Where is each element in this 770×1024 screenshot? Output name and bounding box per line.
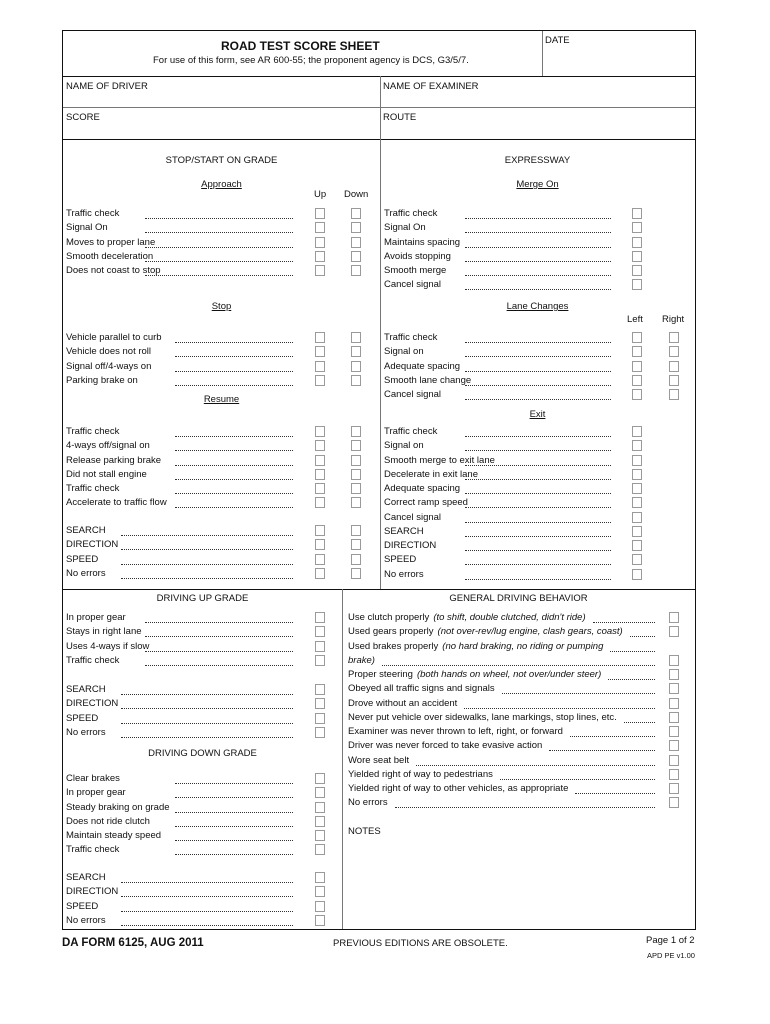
item-label: Accelerate to traffic flow xyxy=(66,497,167,509)
item-label: Decelerate in exit lane xyxy=(384,468,478,480)
item-label: SPEED xyxy=(66,712,99,724)
leader-dots xyxy=(570,735,655,737)
score-checkbox[interactable] xyxy=(632,512,642,523)
behavior-text: Never put vehicle over sidewalks, lane markings, stop lines, etc. xyxy=(348,711,617,723)
score-checkbox[interactable] xyxy=(315,773,325,784)
obsolete-notice: PREVIOUS EDITIONS ARE OBSOLETE. xyxy=(333,938,508,949)
item-label: Smooth lane change xyxy=(384,374,472,386)
behavior-checkbox[interactable] xyxy=(669,755,679,766)
leader-dots xyxy=(464,707,655,709)
route-label: ROUTE xyxy=(383,112,417,123)
behavior-text: Proper steering xyxy=(348,669,413,680)
score-checkbox[interactable] xyxy=(315,901,325,912)
behavior-checkbox[interactable] xyxy=(669,740,679,751)
leader-dots xyxy=(145,246,293,248)
score-checkbox[interactable] xyxy=(669,346,679,357)
score-checkbox[interactable] xyxy=(351,469,361,480)
behavior-item xyxy=(348,655,375,667)
behavior-text: Yielded right of way to other vehicles, as appropriate xyxy=(348,783,569,794)
score-label: SCORE xyxy=(66,112,100,123)
item-label: Signal on xyxy=(384,346,424,358)
leader-dots xyxy=(575,792,655,794)
score-checkbox[interactable] xyxy=(315,332,325,343)
leader-dots xyxy=(121,707,293,709)
form-subtitle: For use of this form, see AR 600-55; the proponent agency is DCS, G3/5/7. xyxy=(153,55,469,66)
score-checkbox[interactable] xyxy=(632,554,642,565)
form-id: DA FORM 6125, AUG 2011 xyxy=(62,937,204,949)
item-label: Smooth deceleration xyxy=(66,250,154,262)
item-label: No errors xyxy=(66,726,106,738)
behavior-item xyxy=(348,740,542,752)
leader-dots xyxy=(175,782,293,784)
behavior-text: Drove without an accident xyxy=(348,697,458,709)
leader-dots xyxy=(145,260,293,262)
item-label: SPEED xyxy=(66,900,99,912)
item-label: SPEED xyxy=(384,554,417,566)
score-checkbox[interactable] xyxy=(351,251,361,262)
behavior-text: Obeyed all traffic signs and signals xyxy=(348,683,495,695)
item-label: Traffic check xyxy=(384,332,438,343)
score-checkbox[interactable] xyxy=(315,612,325,623)
behavior-item xyxy=(348,769,493,781)
score-checkbox[interactable] xyxy=(632,251,642,262)
leader-dots xyxy=(121,563,293,565)
item-label: Cancel signal xyxy=(384,389,442,400)
score-checkbox[interactable] xyxy=(351,265,361,276)
score-checkbox[interactable] xyxy=(632,440,642,451)
item-label: No errors xyxy=(384,568,424,580)
score-checkbox[interactable] xyxy=(315,497,325,508)
leader-dots xyxy=(500,778,655,780)
leader-dots xyxy=(175,853,293,855)
behavior-text: Examiner was never thrown to left, right, or forward xyxy=(348,726,563,737)
item-label: Vehicle does not roll xyxy=(66,346,152,358)
behavior-text: Used gears properly xyxy=(348,626,434,638)
item-label: Moves to proper lane xyxy=(66,236,156,248)
score-checkbox[interactable] xyxy=(632,222,642,233)
score-checkbox[interactable] xyxy=(669,332,679,343)
expressway-title: EXPRESSWAY xyxy=(504,155,571,166)
leader-dots xyxy=(121,736,293,738)
score-checkbox[interactable] xyxy=(632,208,642,219)
score-checkbox[interactable] xyxy=(632,237,642,248)
leader-dots xyxy=(465,231,611,233)
score-checkbox[interactable] xyxy=(632,332,642,343)
item-label: No errors xyxy=(66,567,106,579)
behavior-item xyxy=(348,755,409,767)
version-label: APD PE v1.00 xyxy=(647,951,695,960)
leader-dots xyxy=(175,435,293,437)
leader-dots xyxy=(121,693,293,695)
behavior-text: Driver was never forced to take evasive action xyxy=(348,740,543,752)
leader-dots xyxy=(145,621,293,623)
leader-dots xyxy=(465,449,611,451)
score-checkbox[interactable] xyxy=(632,361,642,372)
item-label: DIRECTION xyxy=(66,698,119,710)
item-label: SEARCH xyxy=(66,872,106,883)
behavior-item xyxy=(348,683,495,695)
item-label: Does not coast to stop xyxy=(66,265,161,276)
behavior-item xyxy=(348,726,563,738)
score-checkbox[interactable] xyxy=(351,483,361,494)
form-title: ROAD TEST SCORE SHEET xyxy=(221,39,380,53)
score-checkbox[interactable] xyxy=(632,469,642,480)
item-label: 4-ways off/signal on xyxy=(66,440,150,452)
score-checkbox[interactable] xyxy=(315,698,325,709)
score-checkbox[interactable] xyxy=(315,222,325,233)
leader-dots xyxy=(175,464,293,466)
leader-dots xyxy=(465,288,611,290)
behavior-item xyxy=(348,641,603,653)
item-label: Signal On xyxy=(66,222,108,234)
item-label: Signal off/4-ways on xyxy=(66,360,152,372)
leader-dots xyxy=(121,534,293,536)
score-checkbox[interactable] xyxy=(351,346,361,357)
leader-dots xyxy=(416,764,655,766)
score-checkbox[interactable] xyxy=(315,208,325,219)
leader-dots xyxy=(465,246,611,248)
item-label: DIRECTION xyxy=(384,540,437,551)
leader-dots xyxy=(121,910,293,912)
leader-dots xyxy=(145,231,293,233)
leader-dots xyxy=(175,355,293,357)
behavior-checkbox[interactable] xyxy=(669,712,679,723)
behavior-note: (not over-rev/lug engine, clash gears, coast) xyxy=(437,626,623,638)
item-label: SEARCH xyxy=(66,525,106,536)
score-checkbox[interactable] xyxy=(315,684,325,695)
item-label: Adequate spacing xyxy=(384,360,461,372)
score-checkbox[interactable] xyxy=(632,426,642,437)
score-checkbox[interactable] xyxy=(315,237,325,248)
behavior-item xyxy=(348,669,601,681)
leader-dots xyxy=(465,274,611,276)
score-checkbox[interactable] xyxy=(351,440,361,451)
score-checkbox[interactable] xyxy=(315,440,325,451)
behavior-item xyxy=(348,626,623,638)
approach-title: Approach xyxy=(201,179,242,190)
item-label: Stays in right lane xyxy=(66,626,142,638)
leader-dots xyxy=(145,664,293,666)
score-checkbox[interactable] xyxy=(632,279,642,290)
leader-dots xyxy=(465,341,611,343)
item-label: Cancel signal xyxy=(384,511,442,523)
item-label: DIRECTION xyxy=(66,539,119,551)
score-checkbox[interactable] xyxy=(315,525,325,536)
score-checkbox[interactable] xyxy=(315,655,325,666)
behavior-item xyxy=(348,612,586,624)
item-label: Steady braking on grade xyxy=(66,801,170,813)
score-checkbox[interactable] xyxy=(351,332,361,343)
col-right-label: Right xyxy=(662,314,685,325)
score-checkbox[interactable] xyxy=(351,568,361,579)
road-test-form xyxy=(62,30,696,930)
score-checkbox[interactable] xyxy=(315,455,325,466)
general-behavior-title: GENERAL DRIVING BEHAVIOR xyxy=(449,593,588,604)
score-checkbox[interactable] xyxy=(632,569,642,580)
item-label: SEARCH xyxy=(66,684,106,695)
score-checkbox[interactable] xyxy=(632,389,642,400)
page-number: Page 1 of 2 xyxy=(646,935,695,946)
leader-dots xyxy=(593,621,655,623)
score-checkbox[interactable] xyxy=(315,626,325,637)
leader-dots xyxy=(465,549,611,551)
item-label: Adequate spacing xyxy=(384,483,461,494)
score-checkbox[interactable] xyxy=(632,455,642,466)
score-checkbox[interactable] xyxy=(315,469,325,480)
behavior-checkbox[interactable] xyxy=(669,698,679,709)
item-label: Traffic check xyxy=(66,483,120,494)
score-checkbox[interactable] xyxy=(632,265,642,276)
item-label: Smooth merge to exit lane xyxy=(384,454,495,466)
item-label: Vehicle parallel to curb xyxy=(66,332,162,343)
score-checkbox[interactable] xyxy=(351,222,361,233)
score-checkbox[interactable] xyxy=(351,525,361,536)
score-checkbox[interactable] xyxy=(351,497,361,508)
leader-dots xyxy=(121,881,293,883)
behavior-text: Yielded right of way to pedestrians xyxy=(348,768,493,780)
score-checkbox[interactable] xyxy=(315,265,325,276)
leader-dots xyxy=(175,384,293,386)
behavior-item xyxy=(348,783,568,795)
score-checkbox[interactable] xyxy=(351,375,361,386)
col-left-label: Left xyxy=(627,314,643,325)
behavior-checkbox[interactable] xyxy=(669,726,679,737)
item-label: DIRECTION xyxy=(66,886,119,898)
score-checkbox[interactable] xyxy=(632,540,642,551)
lane-changes-title: Lane Changes xyxy=(506,301,569,312)
leader-dots xyxy=(175,341,293,343)
leader-dots xyxy=(175,370,293,372)
leader-dots xyxy=(121,722,293,724)
leader-dots xyxy=(630,635,655,637)
score-checkbox[interactable] xyxy=(315,641,325,652)
score-checkbox[interactable] xyxy=(315,727,325,738)
item-label: Correct ramp speed xyxy=(384,497,468,509)
score-checkbox[interactable] xyxy=(315,816,325,827)
behavior-text: Wore seat belt xyxy=(348,754,410,766)
col-up-label: Up xyxy=(314,189,327,200)
behavior-checkbox[interactable] xyxy=(669,683,679,694)
leader-dots xyxy=(465,506,611,508)
item-label: Traffic check xyxy=(66,654,120,666)
score-checkbox[interactable] xyxy=(315,802,325,813)
leader-dots xyxy=(145,635,293,637)
behavior-note: (both hands on wheel, not over/under steer) xyxy=(416,669,602,680)
score-checkbox[interactable] xyxy=(315,361,325,372)
score-checkbox[interactable] xyxy=(351,539,361,550)
score-checkbox[interactable] xyxy=(315,568,325,579)
behavior-checkbox[interactable] xyxy=(669,797,679,808)
score-checkbox[interactable] xyxy=(315,787,325,798)
behavior-checkbox[interactable] xyxy=(669,612,679,623)
leader-dots xyxy=(465,464,611,466)
score-checkbox[interactable] xyxy=(315,426,325,437)
item-label: Traffic check xyxy=(66,844,120,856)
score-checkbox[interactable] xyxy=(351,237,361,248)
leader-dots xyxy=(465,478,611,480)
leader-dots xyxy=(175,506,293,508)
item-label: Cancel signal xyxy=(384,279,442,291)
score-checkbox[interactable] xyxy=(351,554,361,565)
item-label: Traffic check xyxy=(384,426,438,437)
item-label: Does not ride clutch xyxy=(66,815,150,827)
leader-dots xyxy=(465,370,611,372)
behavior-checkbox[interactable] xyxy=(669,669,679,680)
leader-dots xyxy=(121,548,293,550)
leader-dots xyxy=(465,398,611,400)
col-down-label: Down xyxy=(344,189,369,200)
leader-dots xyxy=(465,260,611,262)
leader-dots xyxy=(465,492,611,494)
date-label: DATE xyxy=(545,35,570,46)
leader-dots xyxy=(465,384,611,386)
behavior-checkbox[interactable] xyxy=(669,769,679,780)
leader-dots xyxy=(175,825,293,827)
item-label: Signal on xyxy=(384,440,424,452)
leader-dots xyxy=(465,578,611,580)
score-checkbox[interactable] xyxy=(315,915,325,926)
score-checkbox[interactable] xyxy=(315,346,325,357)
item-label: Avoids stopping xyxy=(384,250,451,262)
behavior-item xyxy=(348,712,617,724)
score-checkbox[interactable] xyxy=(315,844,325,855)
behavior-text: Use clutch properly xyxy=(348,612,430,623)
leader-dots xyxy=(175,839,293,841)
leader-dots xyxy=(502,692,655,694)
item-label: Release parking brake xyxy=(66,454,162,466)
item-label: Clear brakes xyxy=(66,773,120,784)
up-grade-title: DRIVING UP GRADE xyxy=(156,593,249,604)
behavior-note: (no hard braking, no riding or pumping xyxy=(442,640,604,652)
leader-dots xyxy=(121,577,293,579)
item-label: Maintains spacing xyxy=(384,236,461,248)
item-label: Parking brake on xyxy=(66,374,138,386)
score-checkbox[interactable] xyxy=(669,389,679,400)
score-checkbox[interactable] xyxy=(351,455,361,466)
score-checkbox[interactable] xyxy=(315,375,325,386)
leader-dots xyxy=(610,650,655,652)
leader-dots xyxy=(395,806,655,808)
score-checkbox[interactable] xyxy=(315,830,325,841)
item-label: Uses 4-ways if slow xyxy=(66,640,150,652)
score-checkbox[interactable] xyxy=(632,483,642,494)
item-label: Did not stall engine xyxy=(66,468,147,480)
leader-dots xyxy=(121,895,293,897)
item-label: No errors xyxy=(66,914,106,926)
behavior-text: Used brakes properly xyxy=(348,640,439,652)
item-label: SPEED xyxy=(66,553,99,565)
behavior-note: (to shift, double clutched, didn't ride) xyxy=(433,612,586,623)
score-checkbox[interactable] xyxy=(315,251,325,262)
score-checkbox[interactable] xyxy=(315,554,325,565)
examiner-name-label: NAME OF EXAMINER xyxy=(383,81,479,92)
score-checkbox[interactable] xyxy=(351,361,361,372)
driver-name-label: NAME OF DRIVER xyxy=(66,81,148,92)
leader-dots xyxy=(608,678,655,680)
score-checkbox[interactable] xyxy=(632,346,642,357)
leader-dots xyxy=(465,521,611,523)
item-label: Maintain steady speed xyxy=(66,830,162,841)
leader-dots xyxy=(121,924,293,926)
stop-title: Stop xyxy=(211,301,232,312)
behavior-checkbox[interactable] xyxy=(669,655,679,666)
score-checkbox[interactable] xyxy=(315,886,325,897)
notes-label: NOTES xyxy=(348,826,381,837)
leader-dots xyxy=(175,478,293,480)
down-grade-title: DRIVING DOWN GRADE xyxy=(148,748,257,759)
behavior-checkbox[interactable] xyxy=(669,783,679,794)
leader-dots xyxy=(382,664,655,666)
score-checkbox[interactable] xyxy=(669,375,679,386)
behavior-text: No errors xyxy=(348,797,388,809)
score-checkbox[interactable] xyxy=(351,426,361,437)
score-checkbox[interactable] xyxy=(315,483,325,494)
leader-dots xyxy=(145,650,293,652)
item-label: Traffic check xyxy=(66,208,120,219)
leader-dots xyxy=(175,492,293,494)
item-label: In proper gear xyxy=(66,612,126,623)
leader-dots xyxy=(175,796,293,798)
resume-title: Resume xyxy=(203,394,240,405)
item-label: Traffic check xyxy=(66,426,120,437)
score-checkbox[interactable] xyxy=(632,497,642,508)
leader-dots xyxy=(465,217,611,219)
exit-title: Exit xyxy=(529,409,546,420)
leader-dots xyxy=(624,721,655,723)
behavior-item xyxy=(348,797,388,809)
leader-dots xyxy=(465,435,611,437)
score-checkbox[interactable] xyxy=(315,872,325,883)
score-checkbox[interactable] xyxy=(632,526,642,537)
leader-dots xyxy=(465,563,611,565)
item-label: Traffic check xyxy=(384,208,438,219)
behavior-item xyxy=(348,698,457,710)
item-label: In proper gear xyxy=(66,787,126,799)
behavior-note: brake) xyxy=(348,654,375,666)
leader-dots xyxy=(465,535,611,537)
leader-dots xyxy=(549,749,655,751)
leader-dots xyxy=(145,274,293,276)
leader-dots xyxy=(145,217,293,219)
item-label: SEARCH xyxy=(384,525,424,537)
score-checkbox[interactable] xyxy=(351,208,361,219)
behavior-checkbox[interactable] xyxy=(669,626,679,637)
item-label: Signal On xyxy=(384,222,426,234)
score-checkbox[interactable] xyxy=(632,375,642,386)
item-label: Smooth merge xyxy=(384,265,447,276)
score-checkbox[interactable] xyxy=(315,539,325,550)
score-checkbox[interactable] xyxy=(315,713,325,724)
stop-start-title: STOP/START ON GRADE xyxy=(165,155,278,166)
merge-on-title: Merge On xyxy=(516,179,559,190)
leader-dots xyxy=(465,355,611,357)
leader-dots xyxy=(175,811,293,813)
score-checkbox[interactable] xyxy=(669,361,679,372)
leader-dots xyxy=(175,449,293,451)
